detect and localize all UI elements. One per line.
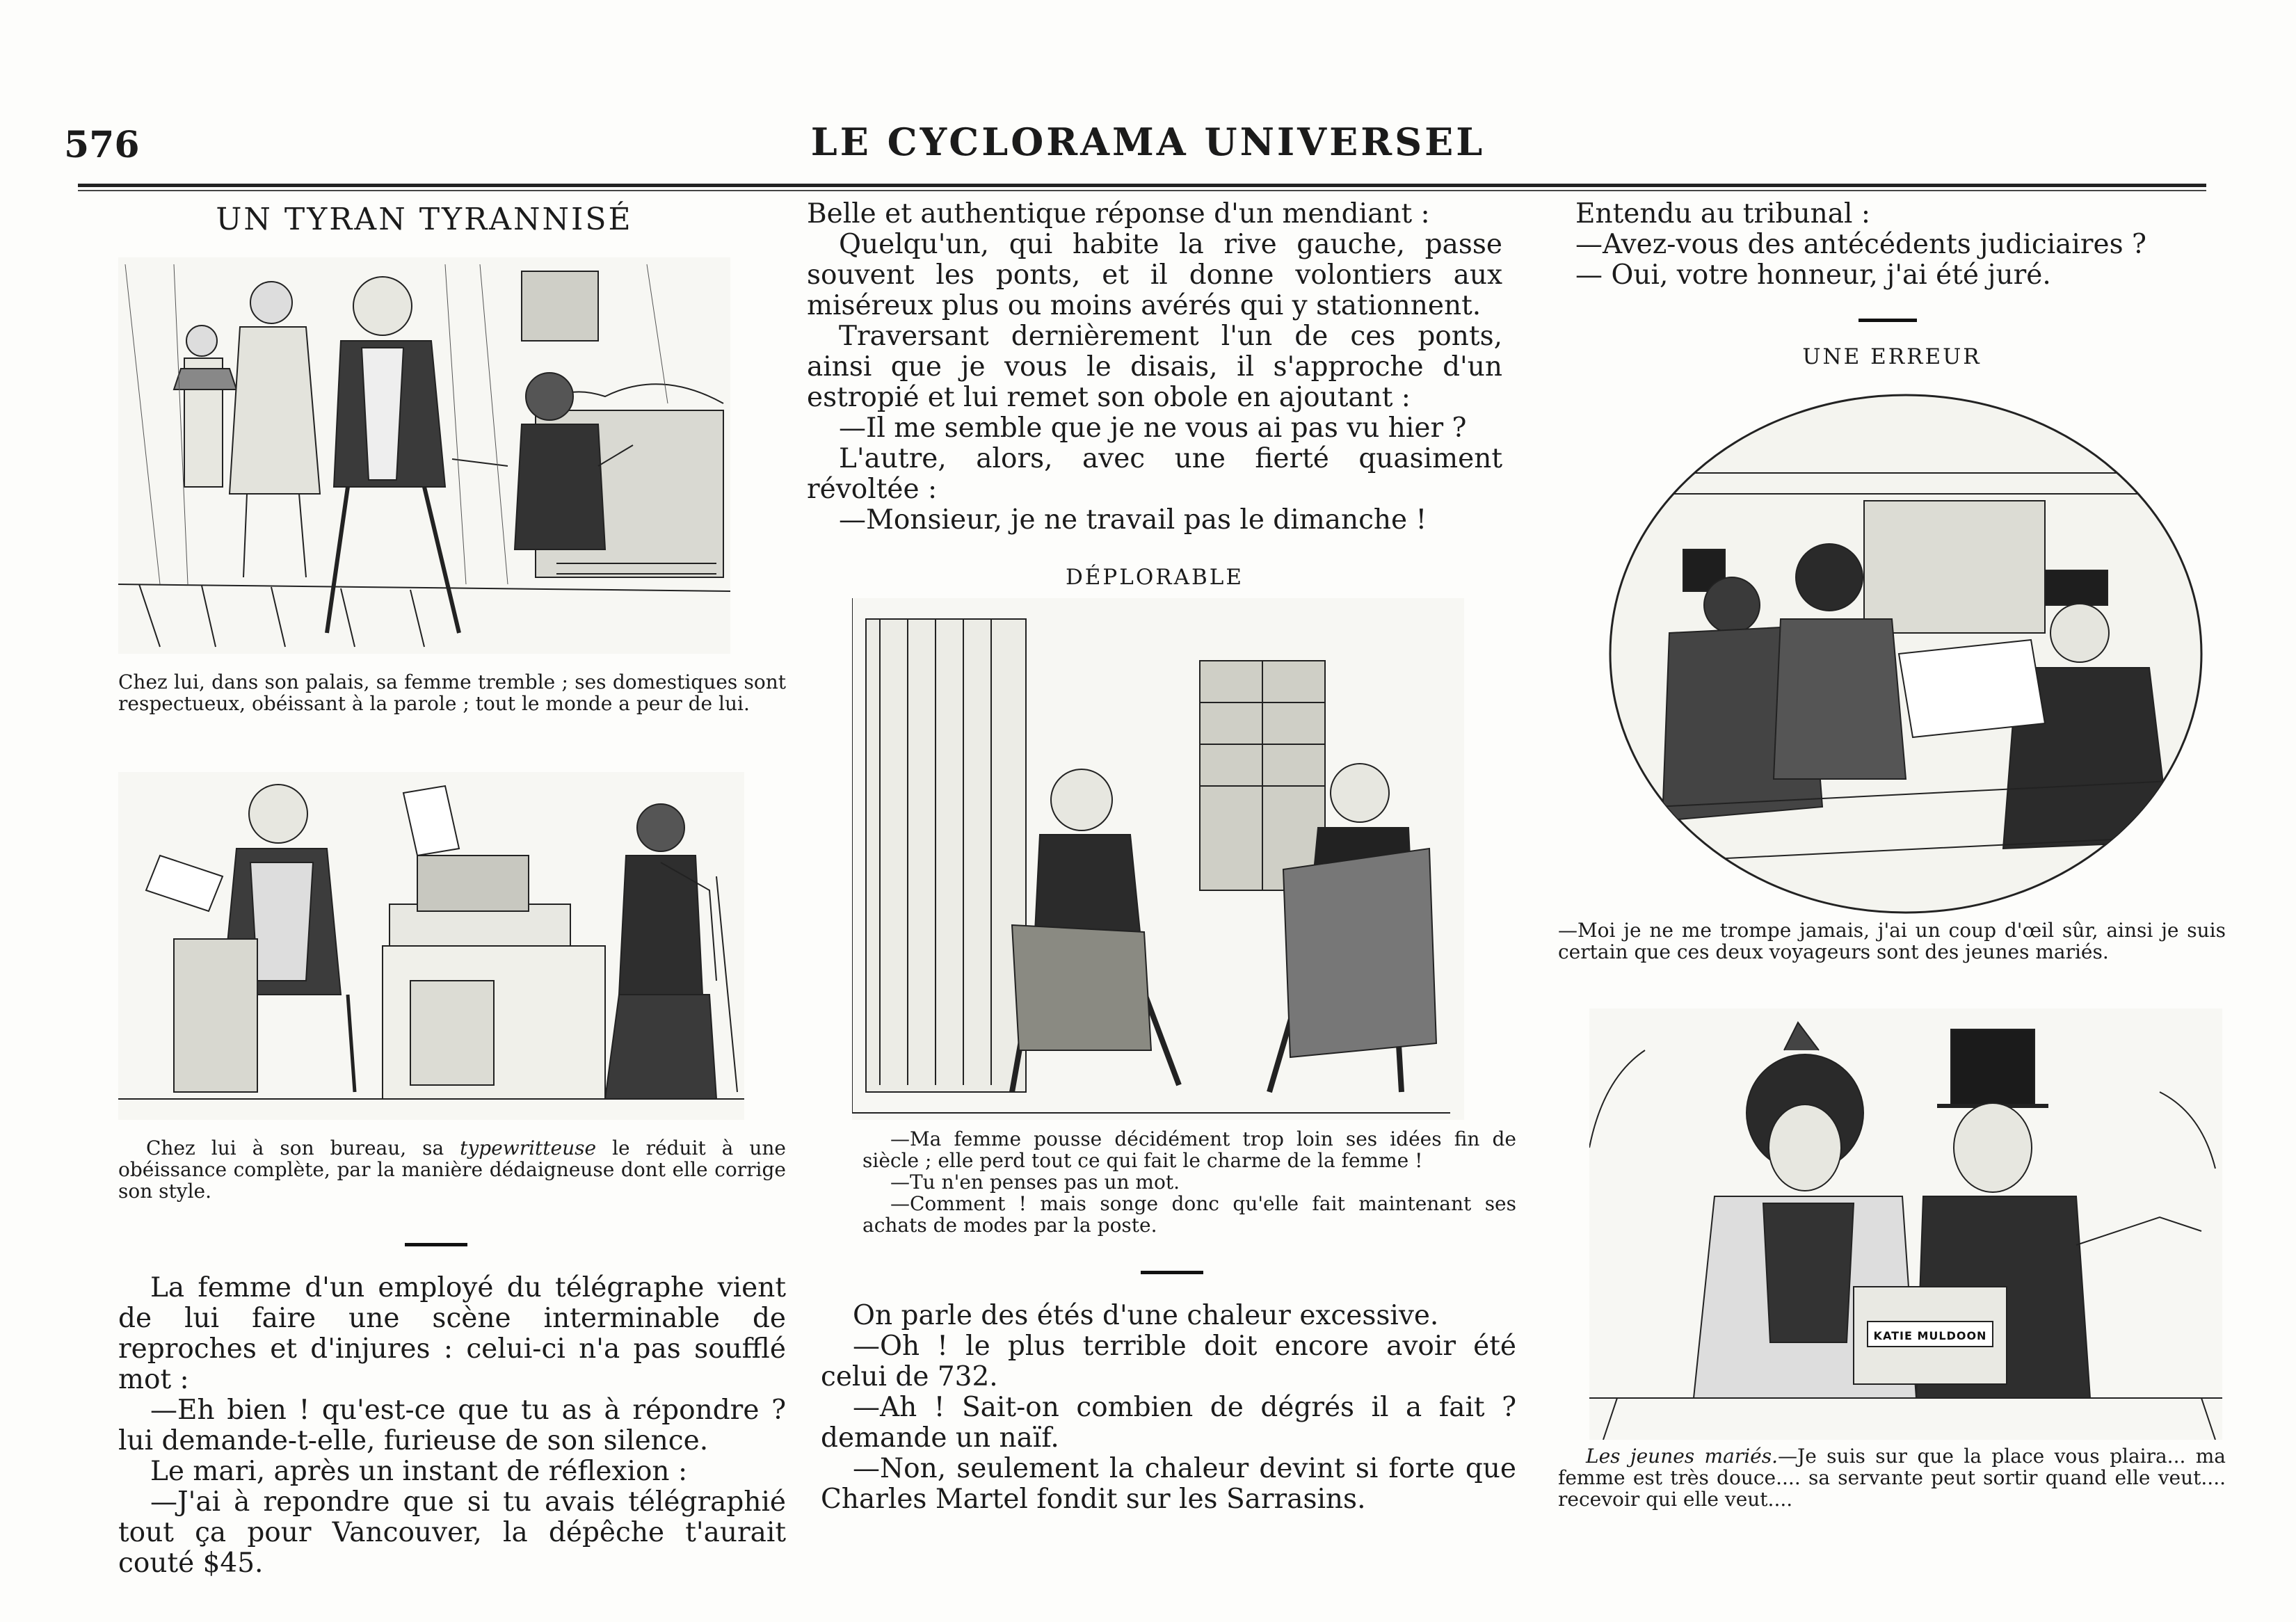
telegraph-paragraph: La femme d'un employé du télégraphe vient de lui faire une scène interminable de reproches et d'injures : celui-ci n'a pas soufflé mot : bbox=[118, 1272, 786, 1395]
tribunal-story bbox=[1575, 199, 2201, 291]
telegraph-story bbox=[118, 1273, 786, 1579]
deplorable-caption-line: —Ma femme pousse décidément trop loin ses idées fin de siècle ; elle perd tout ce qui fait le charme de la femme ! bbox=[862, 1127, 1516, 1172]
mendiant-paragraph: Quelqu'un, qui habite la rive gauche, passe souvent les ponts, et il donne volontiers aux miséreux plus ou moins avérés qui y stationnent. bbox=[807, 229, 1502, 321]
mendiant-paragraph: L'autre, alors, avec une fierté quasiment révoltée : bbox=[807, 443, 1502, 505]
jeunes-maries-caption-title: Les jeunes mariés. bbox=[1586, 1445, 1778, 1468]
erreur-caption: —Moi je ne me trompe jamais, j'ai un coup d'œil sûr, ainsi je suis certain que ces deux voyageurs sont des jeunes mariés. bbox=[1558, 919, 2226, 963]
mendiant-paragraph: —Monsieur, je ne travail pas le dimanche ! bbox=[839, 504, 1427, 536]
mendiant-paragraph: Belle et authentique réponse d'un mendiant : bbox=[807, 198, 1430, 230]
separator bbox=[1859, 319, 1917, 322]
illustration-train bbox=[1600, 390, 2212, 918]
tyran-title: UN TYRAN TYRANNISÉ bbox=[216, 202, 633, 237]
bag-label: KATIE MULDOON bbox=[1873, 1329, 1987, 1342]
page-number: 576 bbox=[64, 124, 140, 166]
chaleur-paragraph: —Non, seulement la chaleur devint si forte que Charles Martel fondit sur les Sarrasins. bbox=[821, 1453, 1516, 1515]
telegraph-paragraph: —Eh bien ! qu'est-ce que tu as à répondre ? lui demande-t-elle, furieuse de son silence. bbox=[118, 1395, 786, 1456]
mendiant-paragraph: Traversant dernièrement l'un de ces ponts, ainsi que je vous le disais, il s'approche d'un estropié et lui remet son obole en ajoutant : bbox=[807, 321, 1502, 413]
masthead: LE CYCLORAMA UNIVERSEL bbox=[810, 120, 1486, 164]
office-caption-end: le réduit à une obéissance complète, par la manière dédaigneuse dont elle corrige son style. bbox=[118, 1137, 786, 1203]
mendiant-story bbox=[807, 199, 1502, 536]
jeunes-maries-caption-text: —Je suis sur que la place vous plaira... ma femme est très douce.... sa servante peut sortir quand elle veut.... recevoir qui elle veut.... bbox=[1558, 1445, 2226, 1511]
chaleur-story bbox=[821, 1301, 1516, 1515]
header-rule-thin bbox=[78, 190, 2206, 191]
illustration-jeunes-maries bbox=[1589, 1009, 2222, 1440]
telegraph-paragraph: —J'ai à repondre que si tu avais télégraphié tout ça pour Vancouver, la dépêche t'aurait couté $45. bbox=[118, 1486, 786, 1579]
header-rule bbox=[78, 184, 2206, 187]
tribunal-line: —Avez-vous des antécédents judiciaires ? bbox=[1575, 229, 2146, 260]
household-caption: Chez lui, dans son palais, sa femme tremble ; ses domestiques sont respectueux, obéissant à la parole ; tout le monde a peur de lui. bbox=[118, 671, 786, 715]
telegraph-paragraph: Le mari, après un instant de réflexion : bbox=[150, 1456, 688, 1487]
mendiant-paragraph: —Il me semble que je ne vous ai pas vu hier ? bbox=[839, 412, 1467, 444]
separator bbox=[405, 1243, 467, 1246]
deplorable-caption-line: —Tu n'en penses pas un mot. bbox=[890, 1171, 1180, 1194]
erreur-title: UNE ERREUR bbox=[1802, 344, 1982, 369]
deplorable-title: DÉPLORABLE bbox=[1065, 565, 1244, 590]
chaleur-paragraph: —Ah ! Sait-on combien de dégrés il a fait ? demande un naïf. bbox=[821, 1392, 1516, 1454]
jeunes-maries-caption bbox=[1558, 1445, 2226, 1510]
tribunal-line: — Oui, votre honneur, j'ai été juré. bbox=[1575, 259, 2051, 291]
tribunal-line: Entendu au tribunal : bbox=[1575, 198, 1870, 230]
office-caption bbox=[118, 1137, 786, 1202]
chaleur-paragraph: —Oh ! le plus terrible doit encore avoir été celui de 732. bbox=[821, 1331, 1516, 1392]
illustration-office bbox=[118, 772, 744, 1120]
deplorable-caption bbox=[862, 1128, 1516, 1236]
office-caption-emphasis: typewritteuse bbox=[460, 1137, 597, 1159]
deplorable-caption-line: —Comment ! mais songe donc qu'elle fait maintenant ses achats de modes par la poste. bbox=[862, 1192, 1516, 1237]
illustration-household bbox=[118, 257, 730, 654]
chaleur-paragraph: On parle des étés d'une chaleur excessive. bbox=[853, 1300, 1439, 1331]
illustration-salon bbox=[852, 598, 1464, 1120]
office-caption-start: Chez lui à son bureau, sa bbox=[146, 1137, 460, 1159]
separator bbox=[1141, 1271, 1203, 1274]
